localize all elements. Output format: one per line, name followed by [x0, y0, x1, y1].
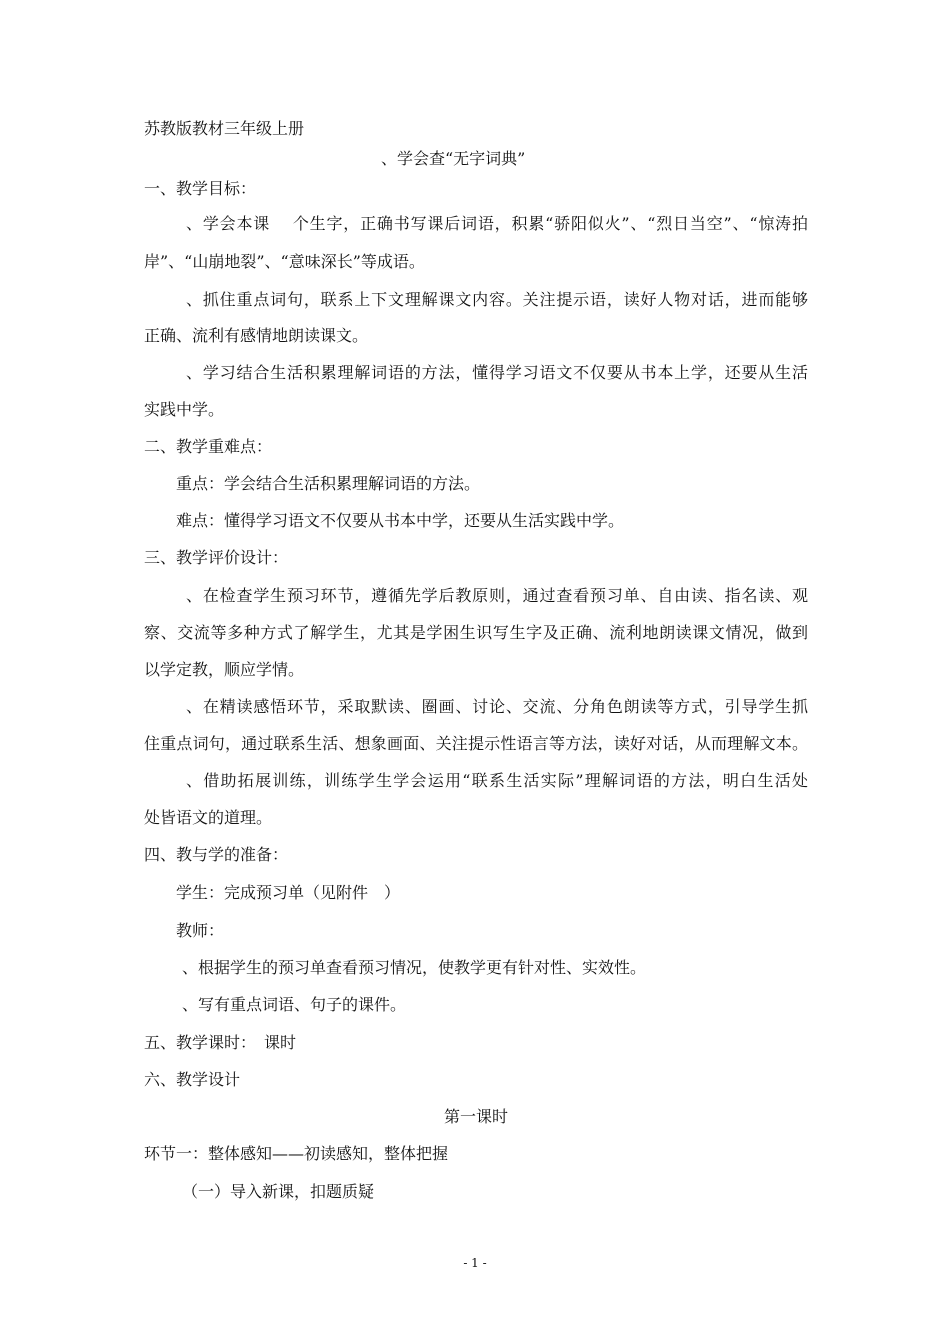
teacher-preparation-2: 、写有重点词语、句子的课件。: [182, 995, 407, 1014]
section-heading-periods: 五、教学课时： 课时: [144, 1033, 297, 1052]
section-heading-goals: 一、教学目标：: [144, 179, 257, 198]
teacher-preparation-label: 教师：: [176, 921, 225, 940]
goal-2-line-1: 、抓住重点词句，联系上下文理解课文内容。关注提示语，读好人物对话，进而能够: [186, 290, 808, 309]
evaluation-3-line-1: 、借助拓展训练，训练学生学会运用“联系生活实际”理解词语的方法，明白生活处: [186, 771, 808, 790]
step-1-heading: 环节一：整体感知——初读感知，整体把握: [144, 1144, 449, 1163]
section-heading-design: 六、教学设计: [144, 1070, 241, 1089]
teacher-preparation-1: 、根据学生的预习单查看预习情况，使教学更有针对性、实效性。: [182, 958, 647, 977]
evaluation-2-line-1: 、在精读感悟环节，采取默读、圈画、讨论、交流、分角色朗读等方式，引导学生抓: [186, 697, 808, 716]
evaluation-1-line-3: 以学定教，顺应学情。: [144, 660, 305, 679]
goal-3-line-2: 实践中学。: [144, 400, 225, 419]
evaluation-2-line-2: 住重点词句，通过联系生活、想象画面、关注提示性语言等方法，读好对话，从而理解文本。: [144, 734, 808, 753]
goal-1-line-1: 、学会本课 个生字，正确书写课后词语，积累“骄阳似火”、“烈日当空”、“惊涛拍: [186, 214, 808, 233]
goal-2-line-2: 正确、流利有感情地朗读课文。: [144, 326, 369, 345]
section-heading-key-points: 二、教学重难点：: [144, 437, 273, 456]
step-1-subheading: （一）导入新课，扣题质疑: [182, 1182, 375, 1201]
evaluation-1-line-1: 、在检查学生预习环节，遵循先学后教原则，通过查看预习单、自由读、指名读、观: [186, 586, 808, 605]
evaluation-1-line-2: 察、交流等多种方式了解学生，尤其是学困生识写生字及正确、流利地朗读课文情况，做到: [144, 623, 808, 642]
evaluation-3-line-2: 处皆语文的道理。: [144, 808, 273, 827]
section-heading-evaluation: 三、教学评价设计：: [144, 548, 289, 567]
section-heading-preparation: 四、教与学的准备：: [144, 845, 289, 864]
difficult-point: 难点：懂得学习语文不仅要从书本中学，还要从生活实践中学。: [176, 511, 625, 530]
page-number: - 1 -: [463, 1256, 487, 1270]
goal-3-line-1: 、学习结合生活积累理解词语的方法，懂得学习语文不仅要从书本上学，还要从生活: [186, 363, 808, 382]
student-preparation: 学生：完成预习单（见附件 ）: [176, 883, 401, 902]
period-title: 第一课时: [443, 1107, 508, 1126]
key-point: 重点：学会结合生活积累理解词语的方法。: [176, 474, 481, 493]
goal-1-line-2: 岸”、“山崩地裂”、“意味深长”等成语。: [144, 252, 425, 271]
lesson-title: 、学会查“无字词典”: [381, 149, 526, 168]
document-header: 苏教版教材三年级上册: [144, 119, 305, 138]
